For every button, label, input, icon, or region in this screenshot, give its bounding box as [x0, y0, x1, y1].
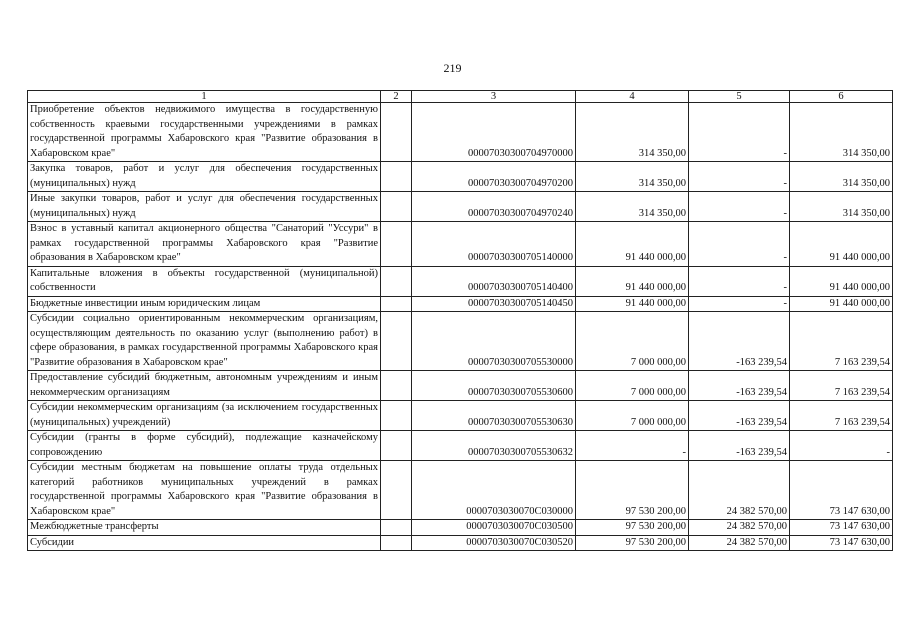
row-name: Бюджетные инвестиции иным юридическим лицам [28, 296, 381, 312]
value-col6: 91 440 000,00 [790, 296, 893, 312]
column-header-row [28, 91, 893, 103]
column-header: 6 [790, 91, 893, 103]
row-col2 [381, 371, 412, 401]
row-name: Субсидии (гранты в форме субсидий), подлежащие казначейскому сопровождению [28, 431, 381, 461]
row-col2 [381, 520, 412, 536]
value-col6: 73 147 630,00 [790, 461, 893, 520]
column-header: 1 [28, 91, 381, 103]
budget-table [27, 90, 893, 551]
table-row [28, 192, 893, 222]
value-col6: 7 163 239,54 [790, 401, 893, 431]
column-header: 5 [689, 91, 790, 103]
budget-code: 00007030300704970200 [412, 162, 576, 192]
table-row [28, 312, 893, 371]
table-row [28, 401, 893, 431]
row-col2 [381, 401, 412, 431]
value-col6: 91 440 000,00 [790, 266, 893, 296]
value-col5: -163 239,54 [689, 371, 790, 401]
table-row [28, 461, 893, 520]
row-name: Субсидии социально ориентированным некоммерческим организациям, осуществляющим деятельность по оказанию услуг (выполнению работ) в сфере образования, в рамках государственной программы Хабаровского края "Развитие образования в Хабаровском крае" [28, 312, 381, 371]
value-col6: 73 147 630,00 [790, 520, 893, 536]
row-col2 [381, 461, 412, 520]
value-col5: - [689, 162, 790, 192]
value-col5: 24 382 570,00 [689, 520, 790, 536]
column-header: 4 [576, 91, 689, 103]
row-col2 [381, 162, 412, 192]
row-name: Иные закупки товаров, работ и услуг для обеспечения государственных (муниципальных) нужд [28, 192, 381, 222]
row-name: Капитальные вложения в объекты государственной (муниципальной) собственности [28, 266, 381, 296]
row-name: Субсидии [28, 535, 381, 551]
table-row [28, 520, 893, 536]
value-col4: 97 530 200,00 [576, 520, 689, 536]
value-col6: 7 163 239,54 [790, 371, 893, 401]
table-row [28, 162, 893, 192]
value-col4: 97 530 200,00 [576, 535, 689, 551]
column-header: 2 [381, 91, 412, 103]
budget-code: 0000703030070C030500 [412, 520, 576, 536]
budget-code: 00007030300705530600 [412, 371, 576, 401]
budget-code: 00007030300705530632 [412, 431, 576, 461]
budget-code: 00007030300704970240 [412, 192, 576, 222]
budget-code: 00007030300704970000 [412, 103, 576, 162]
table-row [28, 103, 893, 162]
value-col6: 314 350,00 [790, 103, 893, 162]
value-col4: 314 350,00 [576, 103, 689, 162]
value-col5: - [689, 296, 790, 312]
row-name: Закупка товаров, работ и услуг для обеспечения государственных (муниципальных) нужд [28, 162, 381, 192]
row-name: Приобретение объектов недвижимого имущества в государственную собственность краевыми государственными учреждениями в рамках государственной программы Хабаровского края "Развитие образования в Хабаровском крае" [28, 103, 381, 162]
table-row [28, 535, 893, 551]
value-col5: - [689, 222, 790, 267]
value-col6: 314 350,00 [790, 162, 893, 192]
row-name: Межбюджетные трансферты [28, 520, 381, 536]
row-name: Субсидии местным бюджетам на повышение оплаты труда отдельных категорий работников муниципальных учреждений в рамках государственной программы Хабаровского края "Развитие образования в Хабаровском крае" [28, 461, 381, 520]
value-col4: 7 000 000,00 [576, 401, 689, 431]
budget-code: 00007030300705140000 [412, 222, 576, 267]
value-col5: 24 382 570,00 [689, 461, 790, 520]
row-name: Субсидии некоммерческим организациям (за исключением государственных (муниципальных) учреждений) [28, 401, 381, 431]
page-number: 219 [443, 61, 462, 75]
value-col5: 24 382 570,00 [689, 535, 790, 551]
column-header: 3 [412, 91, 576, 103]
value-col6: 314 350,00 [790, 192, 893, 222]
row-name: Взнос в уставный капитал акционерного общества "Санаторий "Уссури" в рамках государственной программы Хабаровского края "Развитие образования в Хабаровском крае" [28, 222, 381, 267]
row-col2 [381, 296, 412, 312]
value-col6: 7 163 239,54 [790, 312, 893, 371]
value-col6: 91 440 000,00 [790, 222, 893, 267]
value-col5: -163 239,54 [689, 312, 790, 371]
value-col6: - [790, 431, 893, 461]
value-col5: - [689, 266, 790, 296]
value-col4: 7 000 000,00 [576, 371, 689, 401]
value-col4: 91 440 000,00 [576, 296, 689, 312]
table-row [28, 371, 893, 401]
value-col4: 91 440 000,00 [576, 222, 689, 267]
value-col4: 314 350,00 [576, 162, 689, 192]
budget-code: 0000703030070C030520 [412, 535, 576, 551]
table-row [28, 222, 893, 267]
row-col2 [381, 266, 412, 296]
budget-code: 00007030300705530630 [412, 401, 576, 431]
row-col2 [381, 192, 412, 222]
budget-code: 0000703030070C030000 [412, 461, 576, 520]
row-col2 [381, 222, 412, 267]
value-col4: 7 000 000,00 [576, 312, 689, 371]
value-col6: 73 147 630,00 [790, 535, 893, 551]
value-col5: -163 239,54 [689, 401, 790, 431]
budget-code: 00007030300705140400 [412, 266, 576, 296]
value-col5: - [689, 103, 790, 162]
value-col5: - [689, 192, 790, 222]
budget-code: 00007030300705140450 [412, 296, 576, 312]
row-col2 [381, 312, 412, 371]
row-col2 [381, 535, 412, 551]
value-col5: -163 239,54 [689, 431, 790, 461]
budget-code: 00007030300705530000 [412, 312, 576, 371]
value-col4: - [576, 431, 689, 461]
value-col4: 97 530 200,00 [576, 461, 689, 520]
row-col2 [381, 431, 412, 461]
table-row [28, 431, 893, 461]
row-col2 [381, 103, 412, 162]
table-row [28, 296, 893, 312]
row-name: Предоставление субсидий бюджетным, автономным учреждениям и иным некоммерческим организациям [28, 371, 381, 401]
value-col4: 314 350,00 [576, 192, 689, 222]
value-col4: 91 440 000,00 [576, 266, 689, 296]
table-row [28, 266, 893, 296]
